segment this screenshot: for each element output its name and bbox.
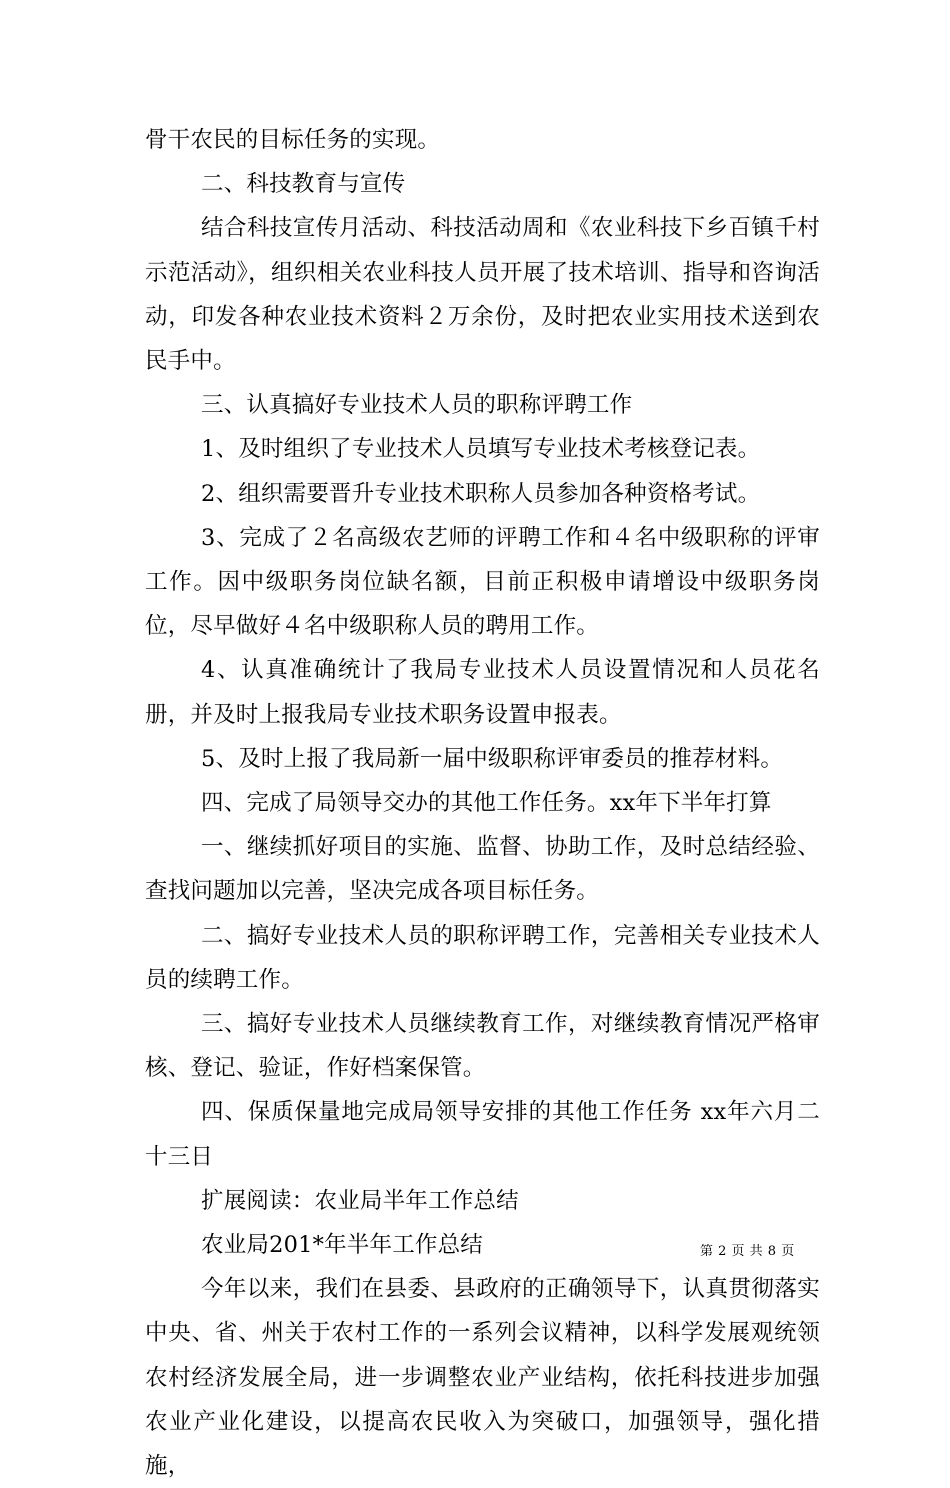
paragraph-7: 3、完成了２名高级农艺师的评聘工作和４名中级职称的评审工作。因中级职务岗位缺名额，目前正积极申请增设中级职务岗位，尽早做好４名中级职称人员的聘用工作。 (145, 524, 820, 640)
paragraph-15: 扩展阅读：农业局半年工作总结 (201, 1187, 519, 1214)
paragraph-12: 二、搞好专业技术人员的职称评聘工作，完善相关专业技术人员的续聘工作。 (145, 922, 820, 993)
paragraph-8: 4、认真准确统计了我局专业技术人员设置情况和人员花名册，并及时上报我局专业技术职务设置申报表。 (145, 657, 820, 728)
paragraph-6: 2、组织需要晋升专业技术职称人员参加各种资格考试。 (201, 480, 761, 507)
paragraph-1: 骨干农民的目标任务的实现。 (145, 127, 441, 153)
paragraph-11: 一、继续抓好项目的实施、监督、协助工作，及时总结经验、查找问题加以完善，坚决完成各项目标任务。 (145, 834, 820, 905)
paragraph-4: 三、认真搞好专业技术人员的职称评聘工作 (201, 392, 633, 419)
paragraph-17: 今年以来，我们在县委、县政府的正确领导下，认真贯彻落实中央、省、州关于农村工作的一系列会议精神，以科学发展观统领农村经济发展全局，进一步调整农业产业结构，依托科技进步加强农业产业化建设，以提高农民收入为突破口，加强领导，强化措施， (145, 1276, 820, 1480)
document-body (145, 118, 820, 1488)
paragraph-10: 四、完成了局领导交办的其他工作任务。xx年下半年打算 (201, 790, 772, 817)
paragraph-2: 二、科技教育与宣传 (201, 171, 406, 198)
paragraph-16: 农业局201*年半年工作总结 (201, 1232, 483, 1259)
paragraph-14: 四、保质保量地完成局领导安排的其他工作任务 xx年六月二十三日 (145, 1099, 820, 1170)
paragraph-5: 1、及时组织了专业技术人员填写专业技术考核登记表。 (201, 436, 761, 463)
paragraph-9: 5、及时上报了我局新一届中级职称评审委员的推荐材料。 (201, 745, 784, 772)
paragraph-13: 三、搞好专业技术人员继续教育工作，对继续教育情况严格审核、登记、验证，作好档案保管。 (145, 1011, 820, 1082)
paragraph-3: 结合科技宣传月活动、科技活动周和《农业科技下乡百镇千村示范活动》，组织相关农业科技人员开展了技术培训、指导和咨询活动，印发各种农业技术资料２万余份，及时把农业实用技术送到农民手中。 (145, 215, 820, 375)
page-number-footer: 第 2 页 共 8 页 (700, 1244, 795, 1259)
